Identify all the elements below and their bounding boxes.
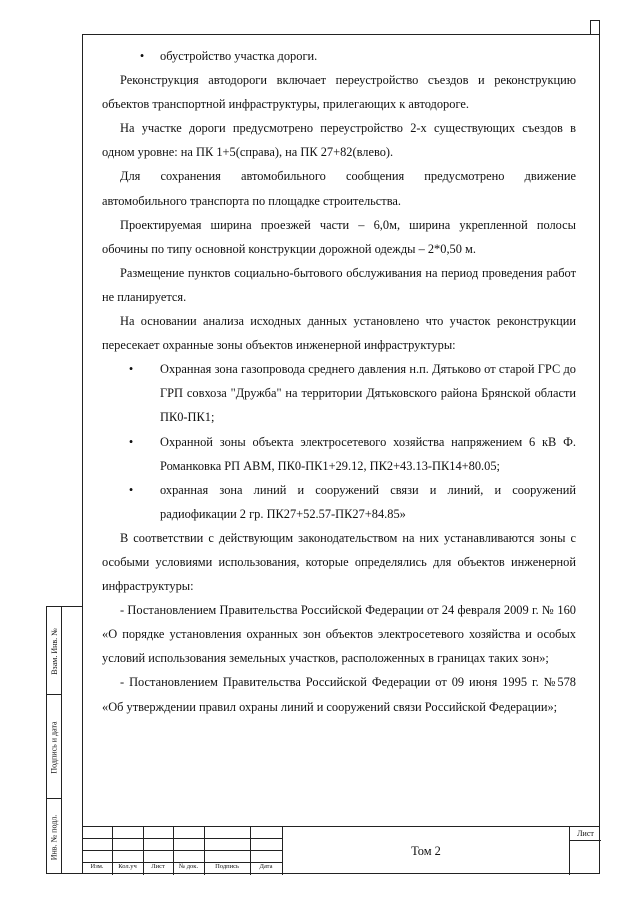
list-item: • обустройство участка дороги. <box>102 44 576 68</box>
bullet-icon: • <box>139 49 145 63</box>
volume-title: Том 2 <box>282 827 569 875</box>
title-block <box>82 826 600 874</box>
column-signature: Подпись <box>215 863 239 870</box>
paragraph: Размещение пунктов социально-бытового обслуживания на период проведения работ не планируется. <box>102 265 576 304</box>
paragraph: - Постановлением Правительства Российской Федерации от 24 февраля 2009 г. № 160 «О порядке установления охранных зон объектов электросетевого хозяйства и особых условий использования земельных участков, расположенных в границах таких зон»; <box>102 603 576 666</box>
side-stamp-signature-date: Подпись и дата <box>49 720 59 774</box>
list-item: • Охранная зона газопровода среднего давления н.п. Дятьково от старой ГРС до ГРП совхоза "Дружба" на территории Дятьковского района Брянской области ПК0-ПК1; <box>102 357 576 429</box>
paragraph: В соответствии с действующим законодательством на них устанавливаются зоны с особыми условиями использования, которые определялись для объектов инженерной инфраструктуры: <box>102 530 576 594</box>
sheet-label: Лист <box>570 827 601 841</box>
bullet-icon: • <box>128 362 134 377</box>
bullet-icon: • <box>128 482 134 497</box>
bullet-icon: • <box>128 434 134 449</box>
list-item: • охранная зона линий и сооружений связи и линий, и сооружений радиофикации 2 гр. ПК27+52.57-ПК27+84.85» <box>102 478 576 526</box>
side-stamp-replace-inv: Взам. Инв. № <box>49 627 59 675</box>
column-list: Лист <box>151 863 165 870</box>
side-stamp-inv-original: Инв. № подл. <box>49 814 59 860</box>
revision-table <box>82 827 282 875</box>
sheet-cell <box>569 827 600 875</box>
column-izm: Изм. <box>90 863 104 870</box>
list-item: • Охранной зоны объекта электросетевого хозяйства напряжением 6 кВ Ф. Романковка РП АВМ, ПК0-ПК1+29.12, ПК2+43.13-ПК14+80.05; <box>102 430 576 478</box>
paragraph: На участке дороги предусмотрено переустройство 2-х существующих съездов в одном уровне: на ПК 1+5(справа), на ПК 27+82(влево). <box>102 121 576 160</box>
paragraph: На основании анализа исходных данных установлено что участок реконструкции пересекает охранные зоны объектов инженерной инфраструктуры: <box>102 314 576 353</box>
column-kol-uch: Кол.уч <box>118 863 137 870</box>
paragraph: - Постановлением Правительства Российской Федерации от 09 июня 1995 г. №578 «Об утверждении правил охраны линий и сооружений связи Российской Федерации»; <box>102 675 576 714</box>
side-stamp <box>46 606 82 874</box>
column-doc-number: № док. <box>178 863 199 870</box>
paragraph: Проектируемая ширина проезжей части – 6,0м, ширина укрепленной полосы обочины по типу основной конструкции дорожной одежды – 2*0,50 м. <box>102 217 576 256</box>
paragraph: Реконструкция автодороги включает переустройство съездов и реконструкцию объектов транспортной инфраструктуры, прилегающих к автодороге. <box>102 73 576 112</box>
column-date: Дата <box>259 863 273 870</box>
document-body <box>102 44 576 719</box>
paragraph: Для сохранения автомобильного сообщения предусмотрено движение автомобильного транспорта по площадке строительства. <box>102 169 576 208</box>
frame-corner-tab <box>590 20 600 34</box>
